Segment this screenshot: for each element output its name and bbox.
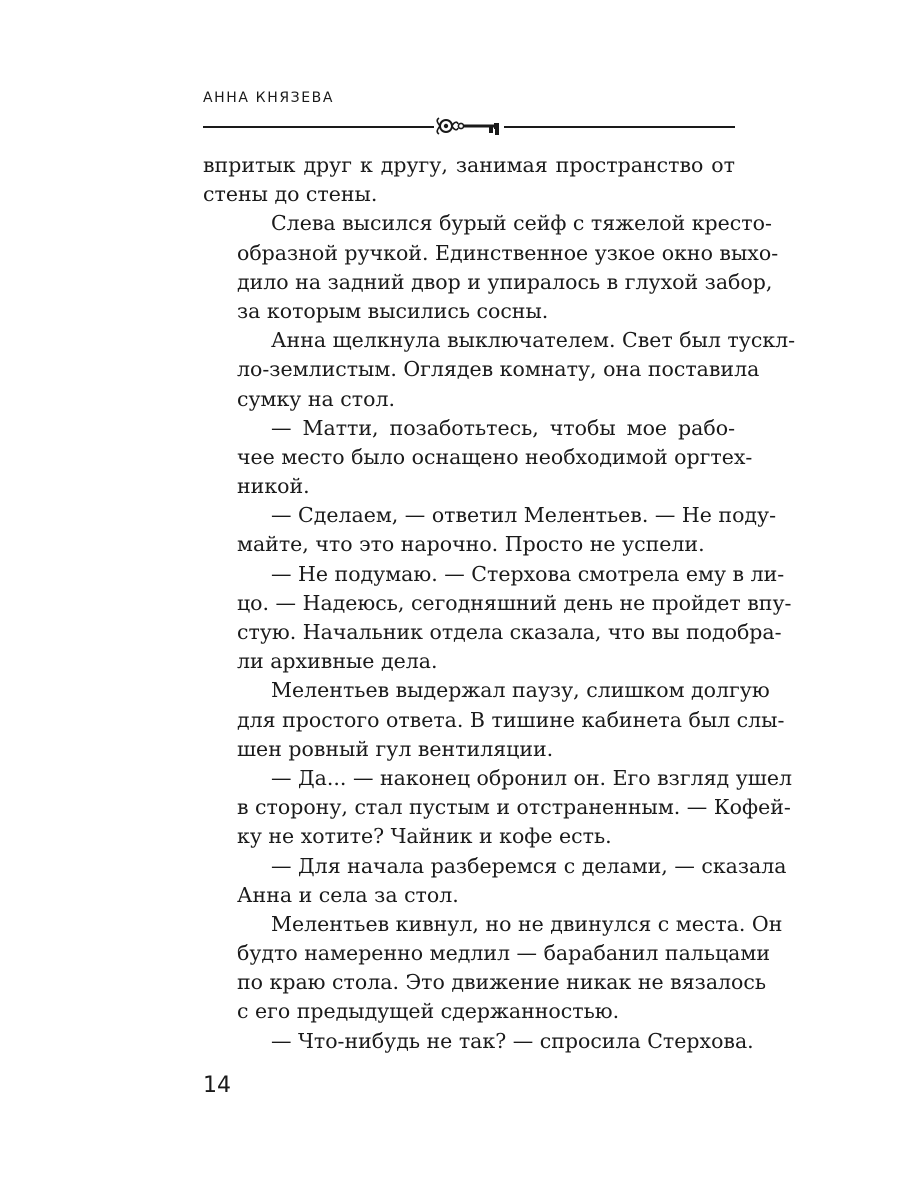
text-line: образной ручкой. Единственное узкое окно выхо- [237,240,779,265]
text-line: шен ровный гул вентиляции. [237,736,554,761]
text-line: сумку на стол. [237,386,395,411]
running-head: АННА КНЯЗЕВА [203,90,335,106]
paragraph [203,910,783,1027]
text-line: Слева высился бурый сейф с тяжелой кресто- [271,211,772,236]
text-line: — Что-нибудь не так? — спросила Стерхова. [271,1028,754,1053]
paragraph [203,560,792,677]
text-line: стены до стены. [203,182,378,207]
text-line: Анна щелкнула выключателем. Свет был тускл- [271,328,796,353]
text-line: — Для начала разберемся с делами, — сказала [271,853,787,878]
text-line: ку не хотите? Чайник и кофе есть. [237,824,612,849]
paragraph [203,501,777,559]
paragraph [203,151,735,209]
paragraph [203,1027,754,1056]
text-line: впритык друг к другу, занимая пространство от [203,153,735,177]
text-line: ли архивные дела. [237,649,438,674]
text-line: ло-землистым. Оглядев комнату, она поставила [237,357,760,382]
text-line: никой. [237,474,310,499]
page-number: 14 [203,1073,231,1098]
text-line: чее место было оснащено необходимой оргтех- [237,444,753,469]
text-line: Анна и села за стол. [237,882,459,907]
text-line: дило на задний двор и упиралось в глухой забор, [237,269,773,294]
text-line: — Не подумаю. — Стерхова смотрела ему в ли- [271,561,785,586]
body-text [203,151,796,1056]
text-line: цо. — Надеюсь, сегодняшний день не пройдет впу- [237,590,792,615]
text-line: Мелентьев выдержал паузу, слишком долгую [271,678,770,703]
text-line: — Матти, позаботьтесь, чтобы мое рабо- [271,415,735,440]
paragraph [203,852,787,910]
paragraph [203,209,779,326]
key-ornament-icon [434,113,504,139]
text-line: будто намеренно медлил — барабанил пальцами [237,941,770,966]
text-line: стую. Начальник отдела сказала, что вы подобра- [237,620,782,644]
text-line: — Сделаем, — ответил Мелентьев. — Не поду- [271,503,777,528]
paragraph [203,764,792,852]
text-line: Мелентьев кивнул, но не двинулся с места. Он [271,911,783,936]
paragraph [203,676,785,764]
text-line: в сторону, стал пустым и отстраненным. — Кофей- [237,795,791,820]
text-line: по краю стола. Это движение никак не вязалось [237,970,767,995]
text-line: за которым высились сосны. [237,298,549,323]
text-line: для простого ответа. В тишине кабинета был слы- [237,707,785,732]
paragraph [203,326,796,414]
text-line: майте, что это нарочно. Просто не успели. [237,532,705,557]
text-line: — Да... — наконец обронил он. Его взгляд ушел [271,765,792,790]
paragraph [203,414,753,502]
text-line: с его предыдущей сдержанностью. [237,999,620,1024]
